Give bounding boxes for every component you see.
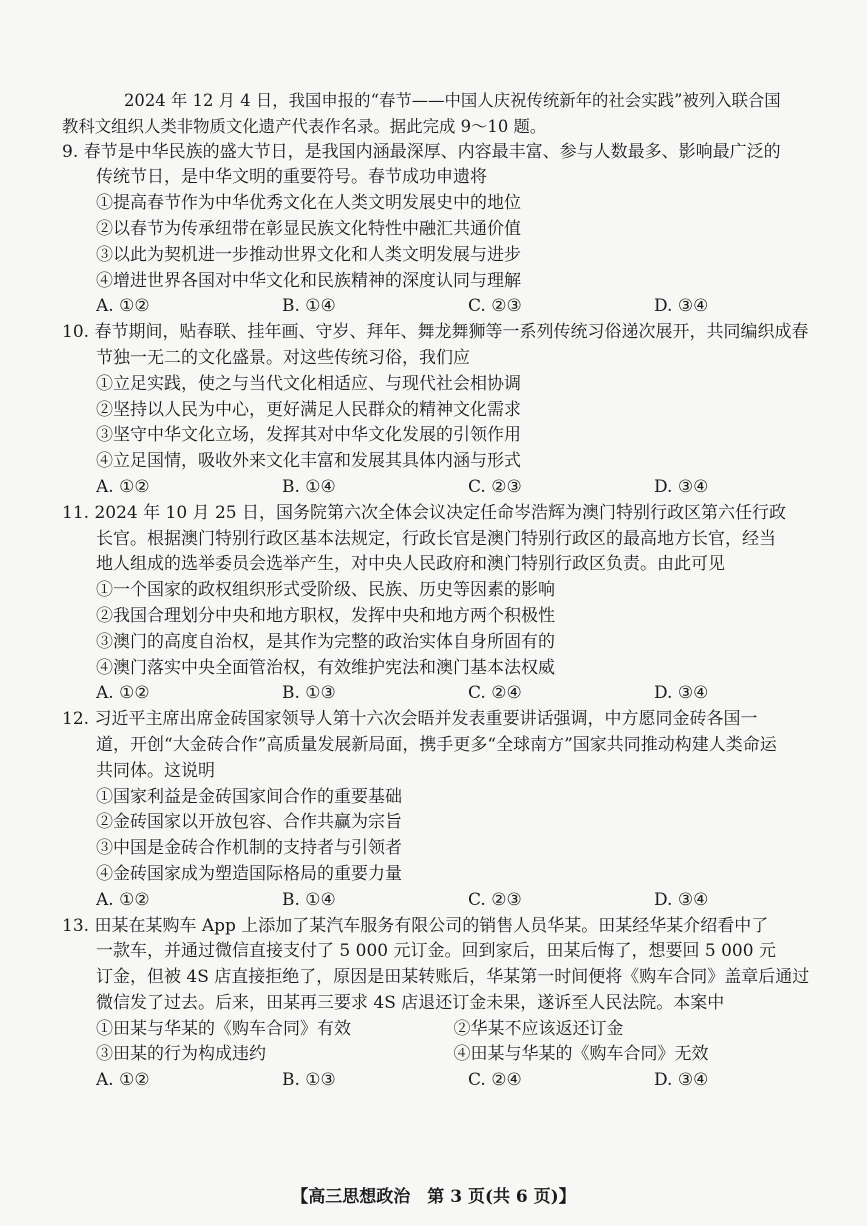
question-13-option-a[interactable]: A. ①② bbox=[96, 1070, 150, 1091]
question-11-option-b[interactable]: B. ①③ bbox=[282, 683, 336, 704]
question-12-options bbox=[62, 888, 811, 914]
question-13-stem-line-3: 订金，但被 4S 店直接拒绝了，原因是田某转账后，华某第一时间便将《购车合同》盖章后通过 bbox=[96, 967, 810, 988]
question-10-options bbox=[62, 475, 811, 501]
question-10-option-a[interactable]: A. ①② bbox=[96, 476, 150, 497]
question-13-option-c[interactable]: C. ②④ bbox=[468, 1070, 522, 1091]
question-11-option-a[interactable]: A. ①② bbox=[96, 683, 150, 704]
question-12 bbox=[62, 707, 811, 913]
question-11-stem-line-3: 地人组成的选举委员会选举产生，对中央人民政府和澳门特别行政区负责。由此可见 bbox=[96, 554, 725, 575]
question-10-item-4: ④立足国情，吸收外来文化丰富和发展其具体内涵与形式 bbox=[96, 451, 521, 472]
question-10-option-d[interactable]: D. ③④ bbox=[654, 476, 709, 497]
question-12-option-b[interactable]: B. ①④ bbox=[282, 889, 336, 910]
question-13-option-d[interactable]: D. ③④ bbox=[654, 1070, 709, 1091]
question-11-item-2: ②我国合理划分中央和地方职权，发挥中央和地方两个积极性 bbox=[96, 605, 555, 626]
question-13-item-3: ③田某的行为构成违约 bbox=[96, 1044, 266, 1065]
question-11 bbox=[62, 501, 811, 707]
question-13-stem-line-2: 一款车，并通过微信直接支付了 5 000 元订金。回到家后，田某后悔了，想要回 5 000 元 bbox=[96, 941, 776, 962]
question-9-item-3: ③以此为契机进一步推动世界文化和人类文明发展与进步 bbox=[96, 244, 521, 265]
question-10-item-1: ①立足实践，使之与当代文化相适应、与现代社会相协调 bbox=[96, 373, 521, 394]
intro-paragraph bbox=[62, 88, 811, 140]
question-12-item-1: ①国家利益是金砖国家间合作的重要基础 bbox=[96, 786, 402, 807]
question-13-stem-line-1: 13. 田某在某购车 App 上添加了某汽车服务有限公司的销售人员华某。田某经华某介绍看中了 bbox=[62, 915, 769, 936]
question-11-item-4: ④澳门落实中央全面管治权，有效维护宪法和澳门基本法权威 bbox=[96, 657, 555, 678]
question-12-stem-line-2: 道，开创“大金砖合作”高质量发展新局面，携手更多“全球南方”国家共同推动构建人类命运 bbox=[96, 734, 777, 755]
question-9-item-1: ①提高春节作为中华优秀文化在人类文明发展史中的地位 bbox=[96, 193, 521, 214]
question-9-item-2: ②以春节为传承纽带在彰显民族文化特性中融汇共通价值 bbox=[96, 218, 521, 239]
question-12-option-d[interactable]: D. ③④ bbox=[654, 889, 709, 910]
question-9-option-d[interactable]: D. ③④ bbox=[654, 296, 709, 317]
question-11-item-1: ①一个国家的政权组织形式受阶级、民族、历史等因素的影响 bbox=[96, 580, 555, 601]
question-11-item-3: ③澳门的高度自治权，是其作为完整的政治实体自身所固有的 bbox=[96, 631, 555, 652]
question-9-stem-line-1: 9. 春节是中华民族的盛大节日，是我国内涵最深厚、内容最丰富、参与人数最多、影响最广泛的 bbox=[62, 141, 781, 162]
intro-line-2: 教科文组织人类非物质文化遗产代表作名录。据此完成 9～10 题。 bbox=[62, 116, 547, 136]
page-footer: 【高三思想政治 第 3 页(共 6 页)】 bbox=[291, 1187, 576, 1207]
question-13-options bbox=[62, 1068, 811, 1094]
question-13-item-4: ④田某与华某的《购车合同》无效 bbox=[453, 1044, 709, 1065]
question-12-item-3: ③中国是金砖合作机制的支持者与引领者 bbox=[96, 838, 402, 859]
question-9 bbox=[62, 140, 811, 321]
question-11-stem-line-2: 长官。根据澳门特别行政区基本法规定，行政长官是澳门特别行政区的最高地方长官，经当 bbox=[96, 528, 776, 549]
question-10-option-b[interactable]: B. ①④ bbox=[282, 476, 336, 497]
intro-line-1: 2024 年 12 月 4 日，我国申报的“春节——中国人庆祝传统新年的社会实践”被列入联合国 bbox=[124, 91, 781, 110]
question-9-stem-line-2: 传统节日，是中华文明的重要符号。春节成功申遗将 bbox=[96, 167, 487, 188]
question-11-options bbox=[62, 681, 811, 707]
question-12-option-a[interactable]: A. ①② bbox=[96, 889, 150, 910]
question-11-option-c[interactable]: C. ②④ bbox=[468, 683, 522, 704]
question-11-option-d[interactable]: D. ③④ bbox=[654, 683, 709, 704]
question-11-stem-line-1: 11. 2024 年 10 月 25 日，国务院第六次全体会议决定任命岑浩辉为澳门特别行政区第六任行政 bbox=[62, 502, 786, 523]
question-9-item-4: ④增进世界各国对中华文化和民族精神的深度认同与理解 bbox=[96, 270, 521, 291]
question-10-item-2: ②坚持以人民为中心，更好满足人民群众的精神文化需求 bbox=[96, 399, 521, 420]
question-9-option-b[interactable]: B. ①④ bbox=[282, 296, 336, 317]
question-13-option-b[interactable]: B. ①③ bbox=[282, 1070, 336, 1091]
question-13-item-2: ②华某不应该返还订金 bbox=[453, 1018, 624, 1039]
question-13-items-row-2 bbox=[62, 1042, 811, 1068]
question-10 bbox=[62, 320, 811, 501]
question-10-item-3: ③坚守中华文化立场，发挥其对中华文化发展的引领作用 bbox=[96, 425, 521, 446]
question-12-stem-line-3: 共同体。这说明 bbox=[96, 760, 215, 781]
question-13-items-row-1 bbox=[62, 1017, 811, 1043]
question-12-item-2: ②金砖国家以开放包容、合作共赢为宗旨 bbox=[96, 812, 402, 833]
question-13-stem-line-4: 微信发了过去。后来，田某再三要求 4S 店退还订金未果，遂诉至人民法院。本案中 bbox=[96, 992, 725, 1013]
question-12-item-4: ④金砖国家成为塑造国际格局的重要力量 bbox=[96, 863, 402, 884]
question-9-option-c[interactable]: C. ②③ bbox=[468, 296, 522, 317]
question-13 bbox=[62, 914, 811, 1095]
question-9-options bbox=[62, 294, 811, 320]
question-9-option-a[interactable]: A. ①② bbox=[96, 296, 150, 317]
question-10-option-c[interactable]: C. ②③ bbox=[468, 476, 522, 497]
question-10-stem-line-2: 节独一无二的文化盛景。对这些传统习俗，我们应 bbox=[96, 347, 470, 368]
question-13-item-1: ①田某与华某的《购车合同》有效 bbox=[96, 1018, 351, 1039]
question-12-option-c[interactable]: C. ②③ bbox=[468, 889, 522, 910]
question-10-stem-line-1: 10. 春节期间，贴春联、挂年画、守岁、拜年、舞龙舞狮等一系列传统习俗递次展开，共同编织成春 bbox=[62, 322, 809, 343]
question-12-stem-line-1: 12. 习近平主席出席金砖国家领导人第十六次会晤并发表重要讲话强调，中方愿同金砖各国一 bbox=[62, 709, 758, 730]
